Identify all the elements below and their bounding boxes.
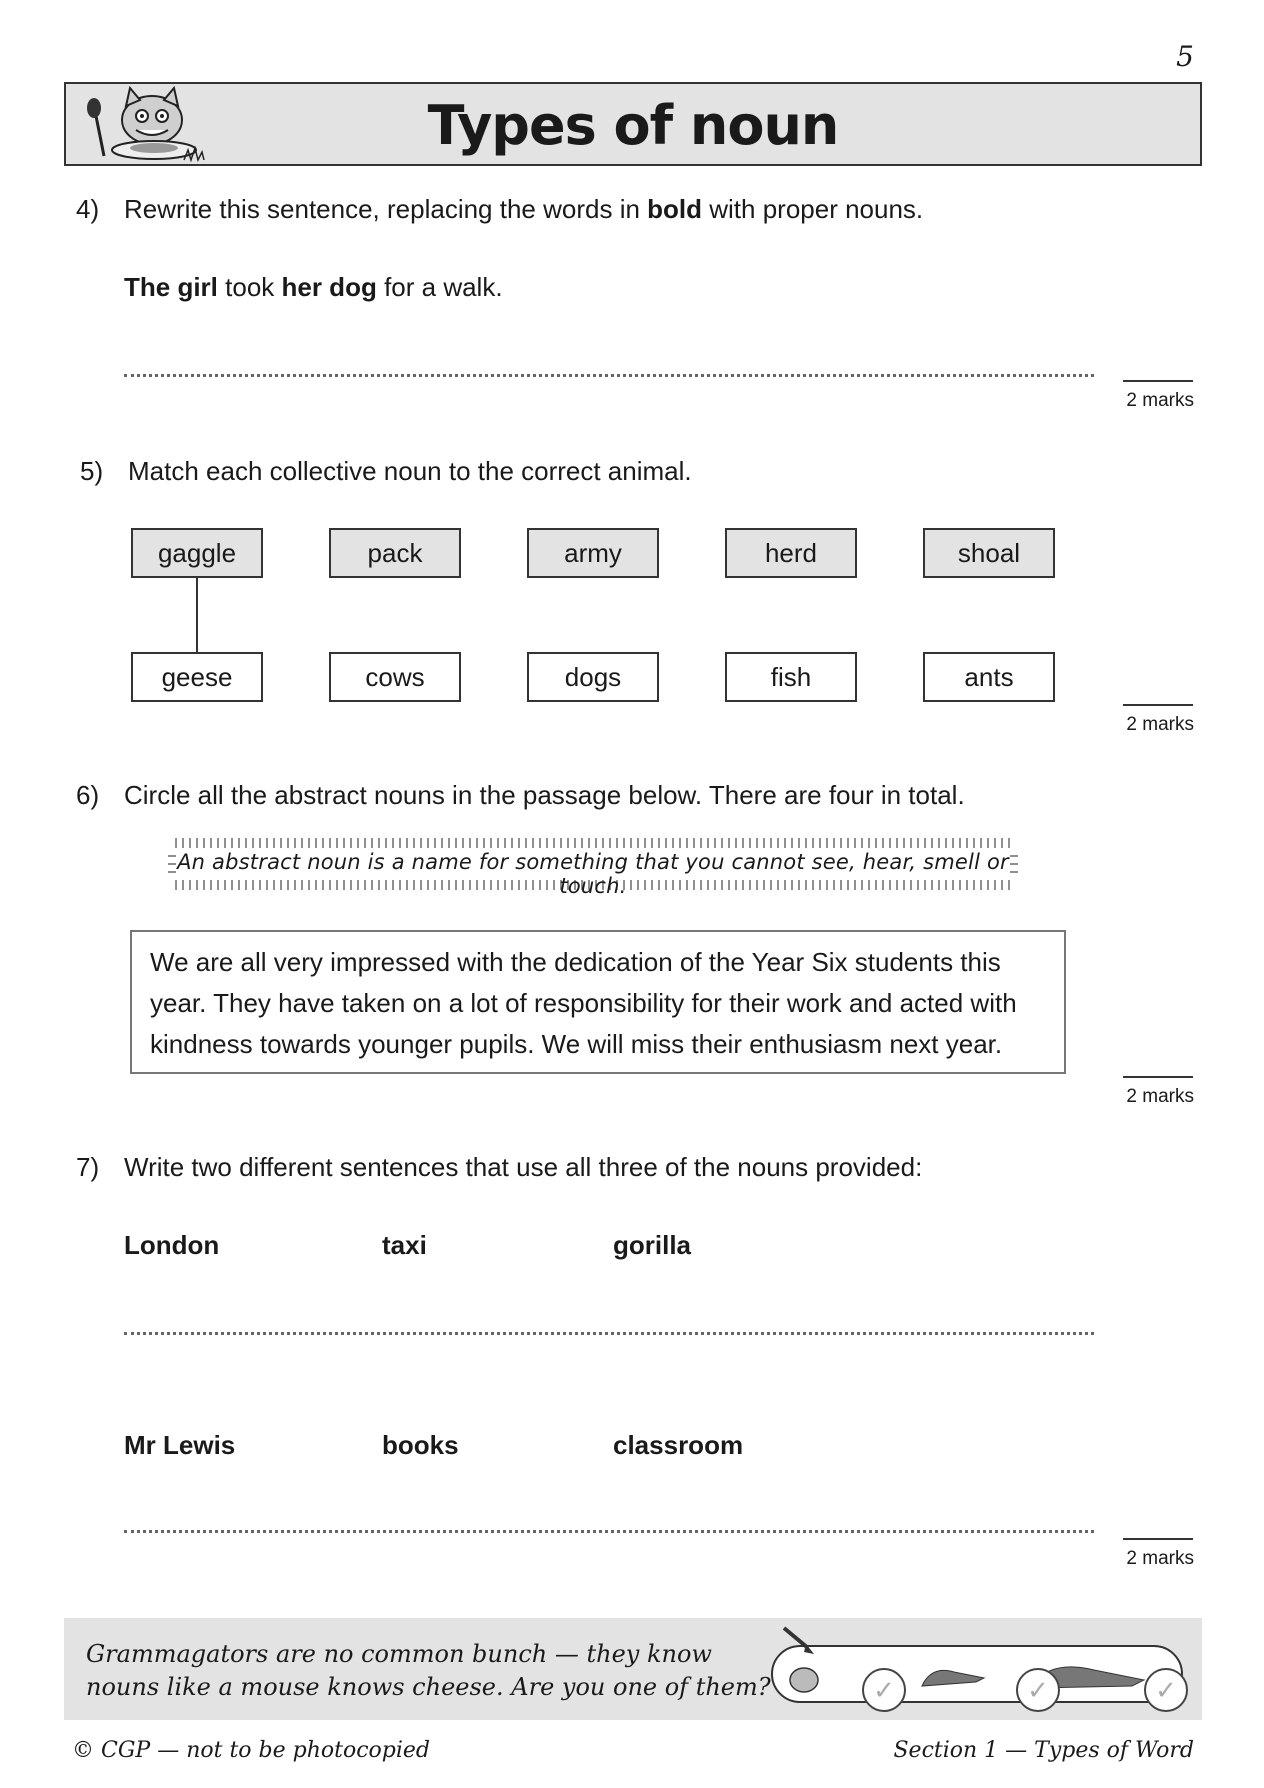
q7-instruction-text: Write two different sentences that use all three of the nouns provided: — [124, 1152, 923, 1182]
collective-noun-box[interactable]: herd — [725, 528, 857, 578]
q4-sentence-part: her dog — [281, 272, 377, 302]
section-label: Section 1 — Types of Word — [893, 1738, 1194, 1763]
q4-marks: 2 marks — [1126, 390, 1194, 411]
q4-sentence-part: The girl — [124, 272, 218, 302]
q6-instruction — [76, 780, 965, 811]
marks-line — [1123, 1538, 1193, 1540]
page-number: 5 — [1176, 40, 1194, 73]
q4-sentence-part: took — [217, 272, 282, 302]
marks-line — [1123, 1076, 1193, 1078]
q4-number: 4) — [76, 194, 100, 224]
q6-number: 6) — [76, 780, 100, 810]
q5-number: 5) — [80, 456, 104, 486]
q4-sentence — [124, 272, 503, 303]
q7-instruction — [76, 1152, 923, 1183]
copyright: © CGP — not to be photocopied — [72, 1738, 430, 1763]
footer-box — [64, 1618, 1202, 1720]
q5-instruction-text: Match each collective noun to the correct animal. — [128, 456, 692, 486]
collective-noun-box[interactable]: gaggle — [131, 528, 263, 578]
animal-box[interactable]: ants — [923, 652, 1055, 702]
q4-sentence-part: for a walk. — [376, 272, 503, 302]
q7-number: 7) — [76, 1152, 100, 1182]
self-assessment-tracker — [764, 1624, 1194, 1714]
animal-box[interactable]: dogs — [527, 652, 659, 702]
tick-circle[interactable]: ✓ — [862, 1668, 906, 1712]
title-bar — [64, 82, 1202, 166]
passage-box[interactable] — [130, 930, 1066, 1074]
noun-word: taxi — [382, 1230, 427, 1260]
noun-word: classroom — [613, 1430, 744, 1460]
hint-text: An abstract noun is a name for something that you cannot see, hear, smell or touch. — [177, 850, 1009, 898]
animal-box[interactable]: geese — [131, 652, 263, 702]
marks-line — [1123, 380, 1193, 382]
animal-box[interactable]: fish — [725, 652, 857, 702]
noun-word: gorilla — [613, 1230, 692, 1260]
q6-instruction-text: Circle all the abstract nouns in the passage below. There are four in total. — [124, 780, 965, 810]
footer-text — [86, 1638, 786, 1704]
noun-word: London — [124, 1230, 220, 1260]
abstract-noun-hint — [166, 836, 1020, 898]
marks-line — [1123, 704, 1193, 706]
example-match-line — [196, 578, 198, 652]
noun-word: Mr Lewis — [124, 1430, 236, 1460]
tick-circle[interactable]: ✓ — [1016, 1668, 1060, 1712]
page-title: Types of noun — [427, 94, 839, 157]
collective-noun-box[interactable]: army — [527, 528, 659, 578]
footer-line: nouns like a mouse knows cheese. Are you one of them? — [86, 1673, 771, 1701]
q6-marks: 2 marks — [1126, 1086, 1194, 1107]
q5-marks: 2 marks — [1126, 714, 1194, 735]
q4-instruction-post: with proper nouns. — [702, 194, 924, 224]
q7-answer-line-2[interactable] — [124, 1530, 1094, 1533]
q4-instruction-pre: Rewrite this sentence, replacing the words in — [124, 194, 648, 224]
collective-noun-box[interactable]: shoal — [923, 528, 1055, 578]
q5-instruction — [80, 456, 692, 487]
footer-line: Grammagators are no common bunch — they know — [86, 1640, 712, 1668]
passage-line: kindness towards younger pupils. We will miss their enthusiasm next year. — [150, 1029, 1003, 1059]
tick-circle[interactable]: ✓ — [1144, 1668, 1188, 1712]
q7-answer-line-1[interactable] — [124, 1332, 1094, 1335]
q4-answer-line[interactable] — [124, 374, 1094, 377]
animal-box[interactable]: cows — [329, 652, 461, 702]
passage-line: We are all very impressed with the dedication of the Year Six students this — [150, 947, 1001, 977]
q4-instruction — [76, 194, 924, 225]
collective-noun-box[interactable]: pack — [329, 528, 461, 578]
noun-word: books — [382, 1430, 459, 1460]
q4-instruction-bold: bold — [647, 194, 703, 224]
q7-marks: 2 marks — [1126, 1548, 1194, 1569]
passage-line: year. They have taken on a lot of responsibility for their work and acted with — [150, 988, 1017, 1018]
